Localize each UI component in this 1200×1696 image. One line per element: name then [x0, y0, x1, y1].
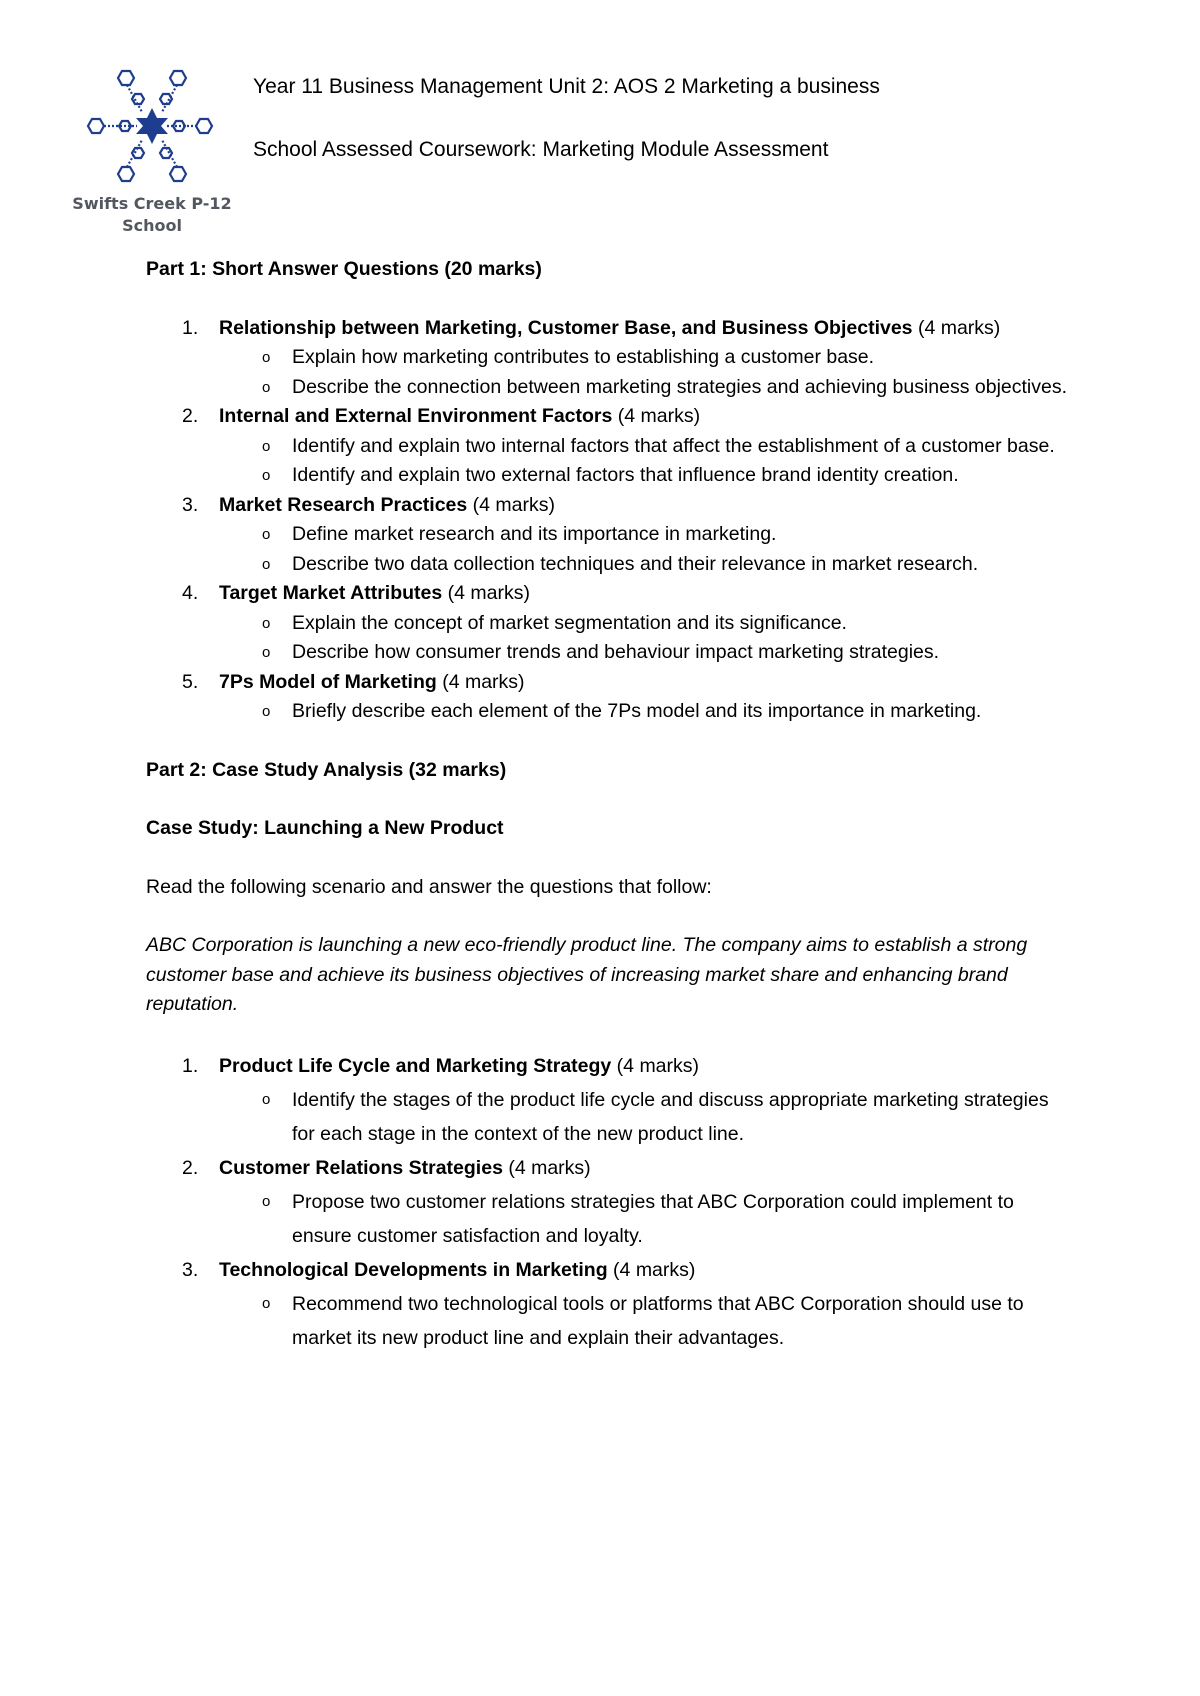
part1-heading: Part 1: Short Answer Questions (20 marks) [146, 258, 542, 280]
question-points [219, 343, 1076, 402]
question-point [219, 461, 1076, 491]
question-point-text: Describe how consumer trends and behaviour impact marketing strategies. [292, 641, 940, 663]
question-points [219, 609, 1076, 668]
question-point [219, 638, 1076, 668]
logo-school-name-line1: Swifts Creek P-12 [72, 194, 232, 213]
part1-question-list [146, 314, 1076, 727]
question-point-text: Propose two customer relations strategies that ABC Corporation could implement to ensure customer satisfaction and loyalty. [292, 1190, 1014, 1247]
question-point-text: Identify the stages of the product life cycle and discuss appropriate marketing strategies for each stage in the context of the new product line. [292, 1088, 1049, 1145]
bullet-icon: o [262, 1192, 271, 1210]
school-logo [72, 68, 232, 240]
question-point [219, 609, 1076, 639]
question-point [219, 432, 1076, 462]
question-item [146, 314, 1076, 403]
logo-school-name-line2: School [122, 216, 182, 235]
question-item [146, 1049, 1076, 1151]
bullet-icon: o [262, 378, 271, 396]
document-title: Year 11 Business Management Unit 2: AOS 2 Marketing a business [253, 75, 880, 98]
question-title: Technological Developments in Marketing [219, 1258, 608, 1281]
part2-question-list [146, 1049, 1076, 1355]
question-number: 3. [182, 493, 199, 516]
question-number: 3. [182, 1258, 199, 1281]
question-title: Market Research Practices [219, 493, 468, 516]
part2-heading: Part 2: Case Study Analysis (32 marks) [146, 758, 507, 781]
question-item [146, 579, 1076, 668]
school-logo-snowflake-icon [82, 68, 222, 194]
question-point-text: Recommend two technological tools or platforms that ABC Corporation should use to market its new product line and explain their advantages. [292, 1292, 1024, 1349]
question-points [219, 1287, 1076, 1355]
bullet-icon: o [262, 703, 271, 720]
question-point [219, 1083, 1076, 1151]
question-item [146, 491, 1076, 580]
case-study-heading: Case Study: Launching a New Product [146, 817, 504, 839]
question-point-text: Describe the connection between marketing strategies and achieving business objectives. [292, 375, 1068, 398]
question-item [146, 402, 1076, 491]
question-marks: (4 marks) [612, 405, 701, 427]
question-points [219, 1083, 1076, 1151]
question-title: 7Ps Model of Marketing [219, 670, 437, 693]
document-body [146, 255, 1076, 1384]
question-item [146, 1151, 1076, 1253]
bullet-icon: o [262, 555, 271, 573]
question-marks: (4 marks) [467, 493, 555, 516]
question-point-text: Identify and explain two internal factors that affect the establishment of a customer base. [292, 434, 1055, 457]
question-points [219, 432, 1076, 491]
case-study-intro: Read the following scenario and answer the questions that follow: [146, 875, 712, 898]
question-marks: (4 marks) [611, 1054, 700, 1077]
question-number: 4. [182, 582, 199, 604]
question-point-text: Briefly describe each element of the 7Ps model and its importance in marketing. [292, 700, 982, 722]
question-points [219, 697, 1076, 727]
question-point [219, 697, 1076, 727]
question-point-text: Explain how marketing contributes to establishing a customer base. [292, 346, 875, 368]
question-number: 1. [182, 316, 199, 339]
question-title: Customer Relations Strategies [219, 1156, 503, 1179]
bullet-icon: o [262, 614, 271, 632]
question-number: 5. [182, 670, 199, 693]
document-subtitle: School Assessed Coursework: Marketing Module Assessment [253, 138, 829, 161]
question-marks: (4 marks) [502, 1156, 591, 1179]
question-point-text: Define market research and its importance in marketing. [292, 523, 777, 545]
question-points [219, 1185, 1076, 1253]
question-marks: (4 marks) [607, 1258, 696, 1281]
question-points [219, 520, 1076, 579]
case-study-scenario: ABC Corporation is launching a new eco-friendly product line. The company aims to establish a strong customer base and achieve its business objectives of increasing market share and enhancing brand reputation. [146, 934, 1028, 1015]
question-title: Target Market Attributes [219, 582, 443, 604]
question-number: 2. [182, 1156, 199, 1179]
question-point-text: Explain the concept of market segmentation and its significance. [292, 611, 847, 634]
question-point [219, 520, 1076, 550]
question-marks: (4 marks) [436, 670, 525, 693]
question-title: Internal and External Environment Factors [219, 405, 613, 427]
bullet-icon: o [262, 467, 271, 484]
bullet-icon: o [262, 644, 271, 661]
question-point [219, 343, 1076, 373]
question-point [219, 373, 1076, 403]
question-point-text: Identify and explain two external factors that influence brand identity creation. [292, 464, 959, 486]
question-marks: (4 marks) [912, 316, 1001, 339]
question-point [219, 550, 1076, 580]
bullet-icon: o [262, 349, 271, 366]
bullet-icon: o [262, 526, 271, 543]
question-title: Product Life Cycle and Marketing Strategy [219, 1054, 612, 1077]
bullet-icon: o [262, 1294, 271, 1312]
question-title: Relationship between Marketing, Customer Base, and Business Objectives [219, 316, 913, 339]
question-number: 2. [182, 405, 199, 427]
bullet-icon: o [262, 437, 271, 455]
question-point-text: Describe two data collection techniques and their relevance in market research. [292, 552, 979, 575]
question-marks: (4 marks) [442, 582, 530, 604]
part2-questions-wrapper [146, 1049, 1076, 1355]
question-point [219, 1185, 1076, 1253]
question-item [146, 668, 1076, 727]
question-number: 1. [182, 1054, 199, 1077]
bullet-icon: o [262, 1090, 271, 1108]
question-item [146, 1253, 1076, 1355]
question-point [219, 1287, 1076, 1355]
